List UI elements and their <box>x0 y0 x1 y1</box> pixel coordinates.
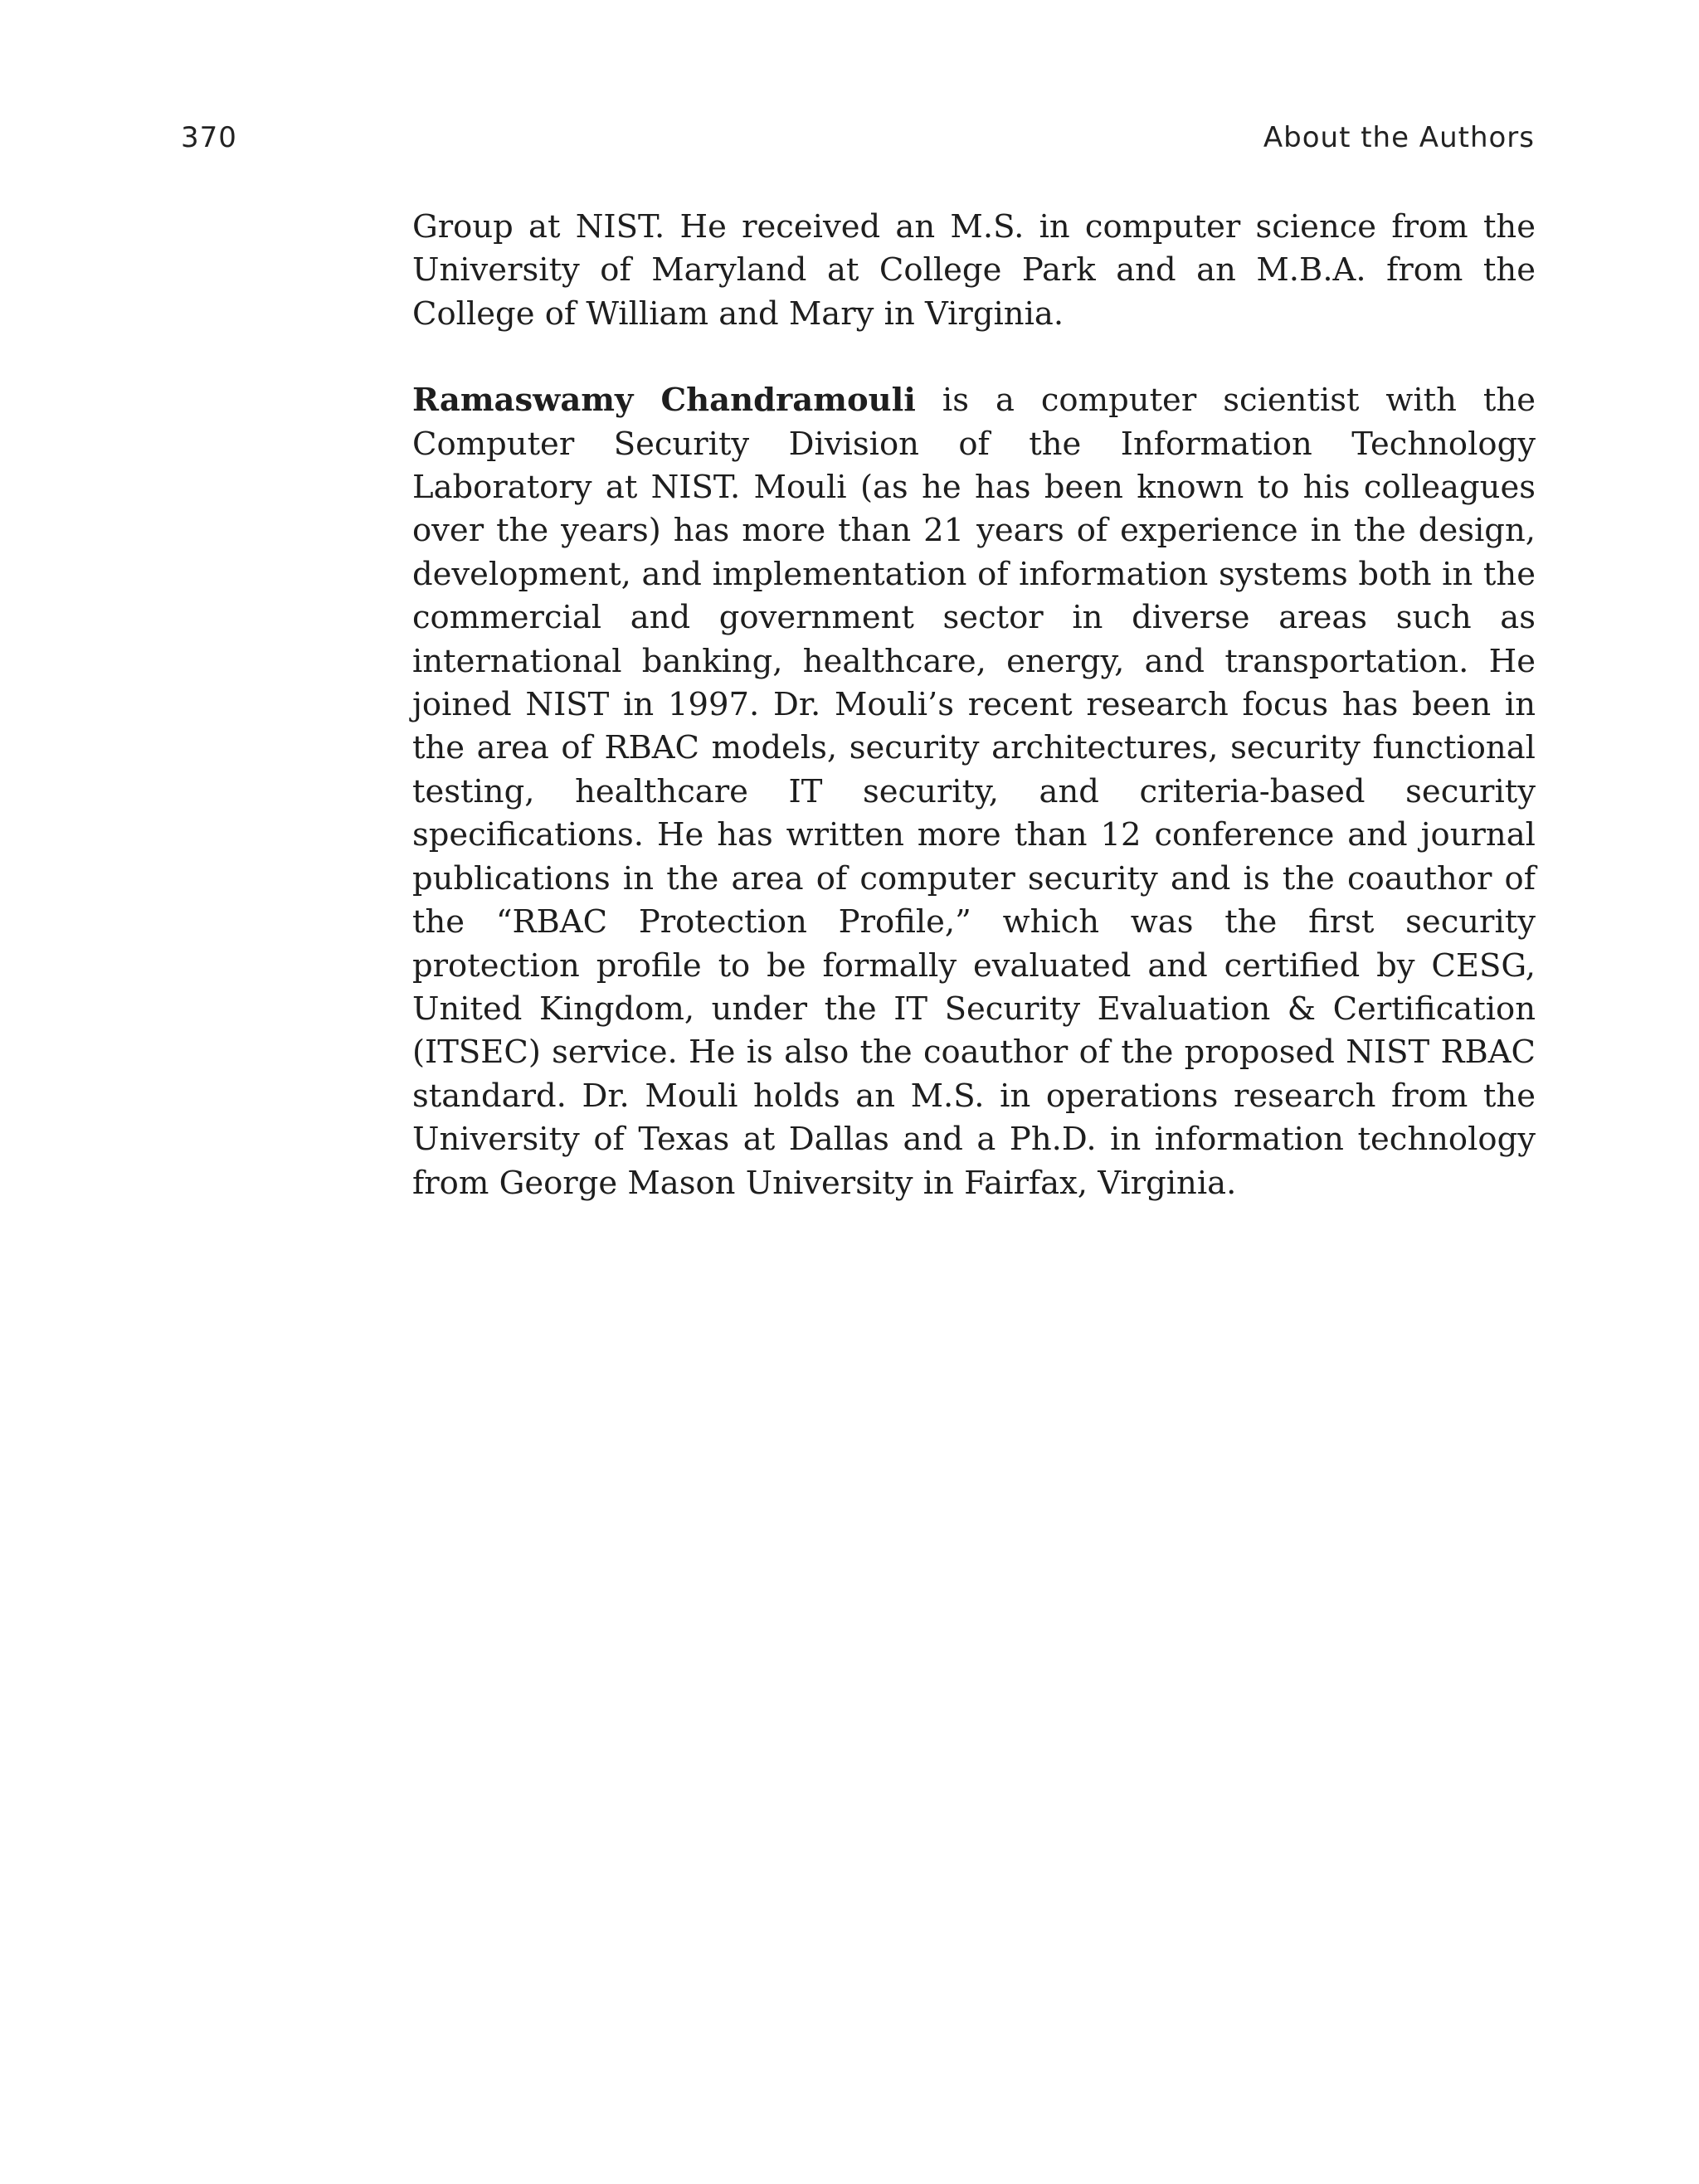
body-text <box>412 206 1536 1205</box>
section-title: About the Authors <box>1263 121 1535 154</box>
continuation-paragraph: Group at NIST. He received an M.S. in computer science from the University of Maryland at College Park and an M.B.A. from the College of William and Mary in Virginia. <box>412 208 1536 333</box>
author-bio-text: is a computer scientist with the Computer Security Division of the Information Technology Laboratory at NIST. Mouli (as he has been known to his colleagues over the years) has more than 21 years of experience in the design, development, and implementation of information systems both in the commercial and government sector in diverse areas such as international banking, healthcare, energy, and transportation. He joined NIST in 1997. Dr. Mouli’s recent research focus has been in the area of RBAC models, security architectures, security functional testing, healthcare IT security, and criteria-based security specifications. He has written more than 12 conference and journal publications in the area of computer security and is the coauthor of the “RBAC Protection Profile,” which was the first security protection profile to be formally evaluated and certified by CESG, United Kingdom, under the IT Security Evaluation & Certification (ITSEC) service. He is also the coauthor of the proposed NIST RBAC standard. Dr. Mouli holds an M.S. in operations research from the University of Texas at Dallas and a Ph.D. in information technology from George Mason University in Fairfax, Virginia. <box>412 382 1536 1202</box>
author-bio-paragraph <box>412 379 1536 1205</box>
author-name: Ramaswamy Chandramouli <box>412 382 916 420</box>
running-head <box>181 114 1535 161</box>
page-number: 370 <box>181 121 237 154</box>
